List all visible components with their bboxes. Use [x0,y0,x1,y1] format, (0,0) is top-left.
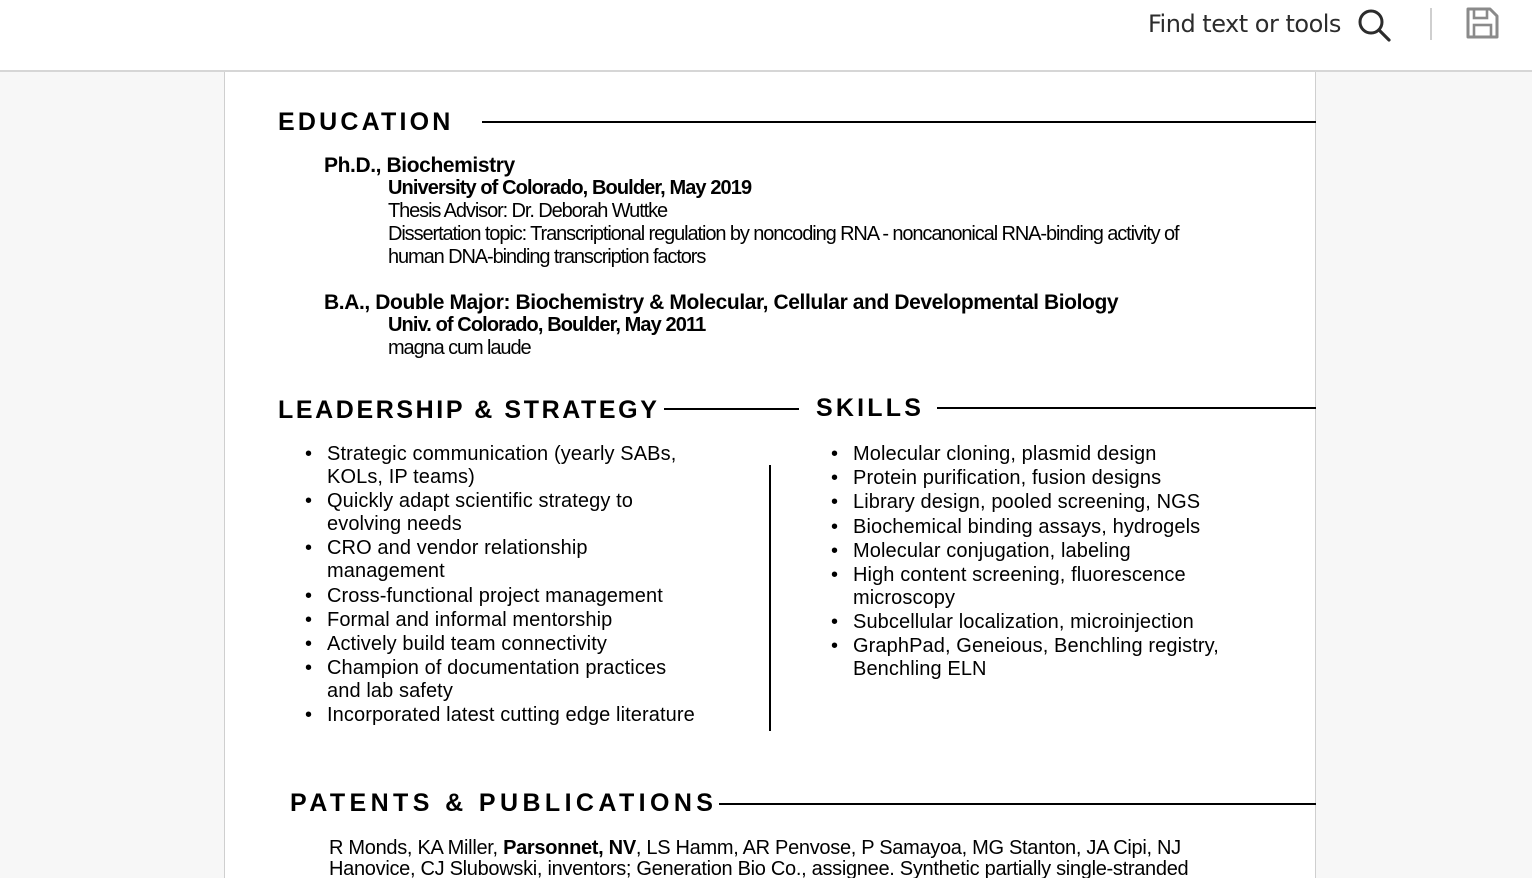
toolbar [0,0,1532,72]
find-text-or-tools-button[interactable]: Find text or tools [1148,10,1341,38]
list-item: • Champion of documentation practices and lab safety [305,657,667,703]
highlighted-author: Parsonnet, NV [503,837,636,859]
list-item: • Actively build team connectivity [305,632,607,655]
skills-heading: SKILLS [816,394,925,422]
ba-honors: magna cum laude [388,337,531,359]
publications-rule [719,803,1316,805]
list-item: • Strategic communication (yearly SABs, KOLs, IP teams) [305,443,677,488]
leadership-heading: LEADERSHIP & STRATEGY [278,396,660,424]
column-divider [769,465,771,731]
list-item: • Protein purification, fusion designs [831,467,1162,490]
list-item: • Cross-functional project management [305,584,663,607]
list-item: • CRO and vendor relationship management [305,537,588,583]
phd-advisor: Thesis Advisor: Dr. Deborah Wuttke [388,200,668,222]
leadership-list [301,443,701,729]
education-rule [482,121,1316,123]
list-item: • Library design, pooled screening, NGS [831,491,1201,514]
list-item: • Biochemical binding assays, hydrogels [831,515,1201,538]
list-item: • Incorporated latest cutting edge literature [305,704,695,727]
save-icon[interactable] [1464,6,1500,40]
publication-entry: R Monds, KA Miller, Parsonnet, NV, LS Hamm, AR Penvose, P Samayoa, MG Stanton, JA Cipi, NJ Hanovice, CJ Slubowski, inventors; Generation Bio Co., assignee. Synthetic partially single-stranded [329,837,1189,878]
list-item: • Molecular cloning, plasmid design [831,443,1157,465]
phd-institution: University of Colorado, Boulder, May 2019 [388,177,752,199]
ba-title: B.A., Double Major: Biochemistry & Molecular, Cellular and Developmental Biology [324,291,1119,314]
education-heading: EDUCATION [278,108,454,136]
document-page [224,72,1316,878]
skills-list [827,443,1227,683]
leadership-rule [664,408,799,410]
list-item: • Quickly adapt scientific strategy to evolving needs [305,490,633,536]
list-item: • Formal and informal mentorship [305,608,613,631]
list-item: • Molecular conjugation, labeling [831,539,1131,562]
phd-dissertation: Dissertation topic: Transcriptional regulation by noncoding RNA - noncanonical RNA-binding activity of human DNA-binding transcription factors [388,223,1179,268]
publications-heading: PATENTS & PUBLICATIONS [290,789,718,817]
list-item: • Subcellular localization, microinjection [831,611,1194,634]
phd-title: Ph.D., Biochemistry [324,154,515,177]
skills-rule [937,407,1316,409]
list-item: • GraphPad, Geneious, Benchling registry, Benchling ELN [831,635,1219,681]
list-item: • High content screening, fluorescence microscopy [831,563,1186,609]
ba-institution: Univ. of Colorado, Boulder, May 2011 [388,314,706,336]
document-viewer[interactable] [0,72,1532,878]
toolbar-divider [1430,8,1432,40]
search-icon[interactable] [1356,7,1392,43]
